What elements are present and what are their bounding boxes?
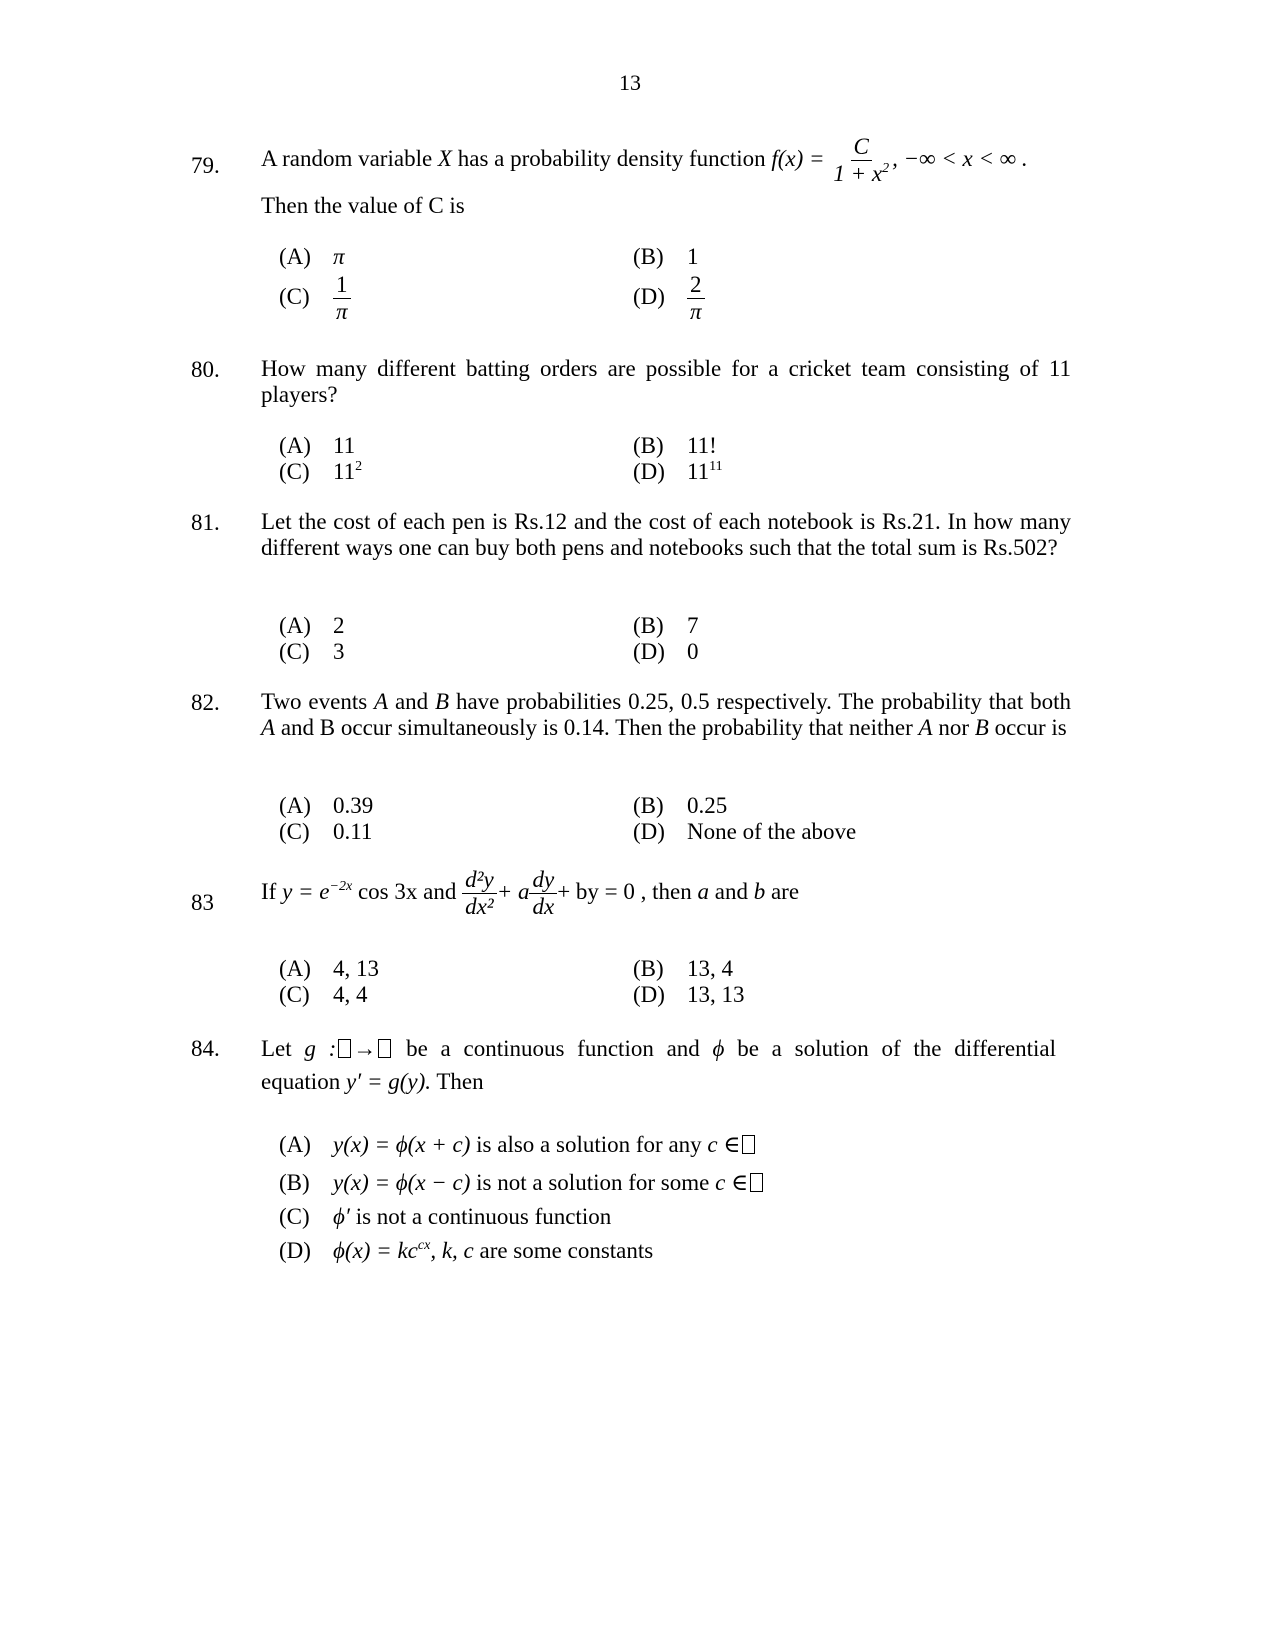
option-c[interactable]: (C) $11^2$ xyxy=(279,459,363,484)
option-c[interactable]: (C) ϕ′ is not a continuous function xyxy=(279,1204,612,1229)
option-a[interactable]: (A) 2 xyxy=(279,613,345,638)
option-a[interactable]: (A) 4, 13 xyxy=(279,956,379,981)
question-number: 79. xyxy=(191,153,220,178)
question-number: 84. xyxy=(191,1036,220,1061)
question-text: Let the cost of each pen is Rs.12 and the cost of each notebook is Rs.21. In how many different ways one can buy both pens and notebooks such that the total sum is Rs.502? xyxy=(261,509,1071,560)
option-c[interactable]: (C) 0.11 xyxy=(279,819,373,844)
option-b[interactable]: (B) 11! xyxy=(633,433,717,458)
option-a[interactable]: (A) 0.39 xyxy=(279,793,374,818)
page-number: 13 xyxy=(619,70,641,95)
option-c[interactable]: (C) $\frac{1}{\pi}$ xyxy=(279,273,351,324)
question-text-line-2: Then the value of C is xyxy=(261,193,465,218)
reals-symbol-icon xyxy=(742,1135,755,1154)
option-b[interactable]: (B) 7 xyxy=(633,613,699,638)
density-fraction: $\frac{C}{1 + x^2}$ xyxy=(833,134,890,187)
option-d[interactable]: (D) $\phi(x) = kc^{cx}$, k, c are some constants xyxy=(279,1238,654,1263)
option-a[interactable]: (A) y(x) = ϕ(x + c) is also a solution for any c ∈ xyxy=(279,1131,757,1159)
question-text: How many different batting orders are possible for a cricket team consisting of 11 players? xyxy=(261,356,1071,407)
option-b[interactable]: (B) 13, 4 xyxy=(633,956,733,981)
option-c[interactable]: (C) 4, 4 xyxy=(279,982,368,1007)
option-d[interactable]: (D) 0 xyxy=(633,639,699,664)
option-b[interactable]: (B) 0.25 xyxy=(633,793,728,818)
question-number: 80. xyxy=(191,357,220,382)
question-text: Let g : → be a continuous function and ϕ be a solution of the differential xyxy=(261,1036,1056,1061)
question-text-line-2: equation y′ = g(y). Then xyxy=(261,1069,484,1094)
question-number: 82. xyxy=(191,690,220,715)
question-text: A random variable X has a probability density function f(x) = $\frac{C}{1 + x^2}$ , −∞ < x < ∞ . xyxy=(261,134,1028,187)
option-c[interactable]: (C) 3 xyxy=(279,639,345,664)
option-d[interactable]: (D) 13, 13 xyxy=(633,982,745,1007)
reals-symbol-icon xyxy=(750,1173,763,1192)
question-text: If $y = e^{-2x}$ cos 3x and $\frac{\text{d²y}}{\text{dx²}}$ + a $\frac{dy}{dx}$ + by = 0 , then a and b are xyxy=(261,867,800,920)
option-b[interactable]: (B) 1 xyxy=(633,244,699,269)
question-number: 83 xyxy=(191,890,214,915)
reals-symbol-icon xyxy=(378,1039,391,1058)
option-d[interactable]: (D) None of the above xyxy=(633,819,857,844)
option-a[interactable]: (A) 11 xyxy=(279,433,356,458)
reals-symbol-icon xyxy=(338,1039,351,1058)
question-number: 81. xyxy=(191,510,220,535)
option-d[interactable]: (D) $11^{11}$ xyxy=(633,459,723,484)
option-b[interactable]: (B) y(x) = ϕ(x − c) is not a solution for some c ∈ xyxy=(279,1169,765,1197)
option-a[interactable]: (A) π xyxy=(279,244,345,269)
question-text: Two events A and B have probabilities 0.25, 0.5 respectively. The probability that both A and B occur simultaneously is 0.14. Then the probability that neither A nor B occur is xyxy=(261,689,1071,740)
option-d[interactable]: (D) $\frac{2}{\pi}$ xyxy=(633,273,705,324)
